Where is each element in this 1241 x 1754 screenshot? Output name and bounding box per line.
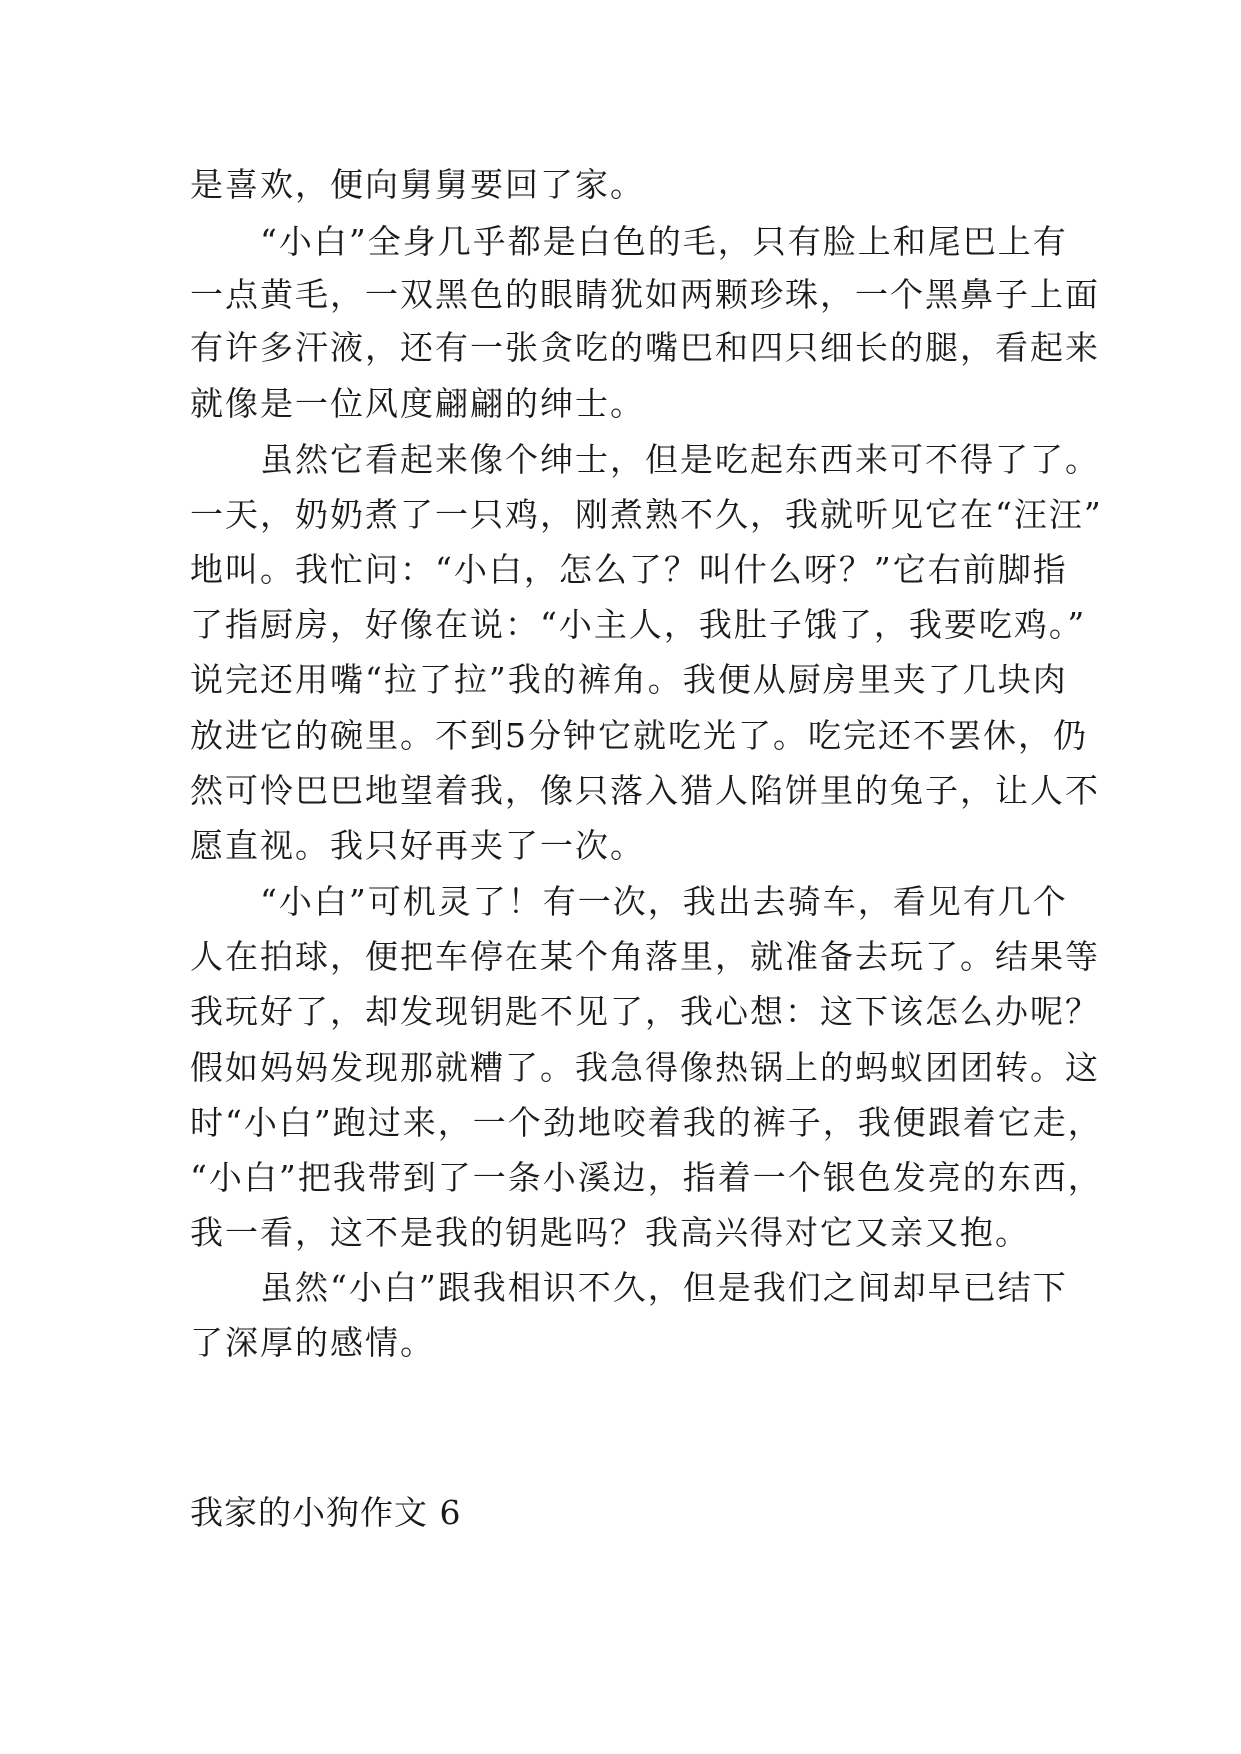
text-line: 虽然“小白”跟我相识不久，但是我们之间却早已结下 bbox=[190, 1268, 1068, 1307]
text-line: 地叫。我忙问：“小白，怎么了？叫什么呀？”它右前脚指 bbox=[190, 550, 1068, 589]
text-line: 虽然它看起来像个绅士，但是吃起东西来可不得了了。 bbox=[190, 440, 1100, 479]
text-line: “小白”可机灵了！有一次，我出去骑车，看见有几个 bbox=[190, 882, 1068, 921]
text-line: 就像是一位风度翩翩的绅士。 bbox=[190, 384, 645, 423]
text-line: 愿直视。我只好再夹了一次。 bbox=[190, 826, 645, 865]
text-line: “小白”把我带到了一条小溪边，指着一个银色发亮的东西， bbox=[190, 1158, 1103, 1197]
text-line: 假如妈妈发现那就糟了。我急得像热锅上的蚂蚁团团转。这 bbox=[190, 1048, 1100, 1087]
text-line: 时“小白”跑过来，一个劲地咬着我的裤子，我便跟着它走， bbox=[190, 1103, 1103, 1142]
text-line: 一点黄毛，一双黑色的眼睛犹如两颗珍珠，一个黑鼻子上面 bbox=[190, 275, 1100, 314]
text-line: 了指厨房，好像在说：“小主人，我肚子饿了，我要吃鸡。” bbox=[190, 605, 1087, 644]
text-line: 是喜欢，便向舅舅要回了家。 bbox=[190, 165, 645, 204]
text-line: 放进它的碗里。不到5分钟它就吃光了。吃完还不罢休，仍 bbox=[190, 716, 1088, 755]
text-line: 我一看，这不是我的钥匙吗？我高兴得对它又亲又抱。 bbox=[190, 1213, 1030, 1252]
text-line: “小白”全身几乎都是白色的毛，只有脸上和尾巴上有 bbox=[190, 222, 1068, 261]
text-line: 然可怜巴巴地望着我，像只落入猎人陷饼里的兔子，让人不 bbox=[190, 771, 1100, 810]
text-line: 有许多汗液，还有一张贪吃的嘴巴和四只细长的腿，看起来 bbox=[190, 328, 1100, 367]
text-line: 一天，奶奶煮了一只鸡，刚煮熟不久，我就听见它在“汪汪” bbox=[190, 495, 1103, 534]
text-line: 人在拍球，便把车停在某个角落里，就准备去玩了。结果等 bbox=[190, 937, 1100, 976]
text-line: 我玩好了，却发现钥匙不见了，我心想：这下该怎么办呢？ bbox=[190, 992, 1100, 1031]
section-heading: 我家的小狗作文 6 bbox=[190, 1493, 462, 1532]
text-line: 说完还用嘴“拉了拉”我的裤角。我便从厨房里夹了几块肉 bbox=[190, 660, 1068, 699]
text-line: 了深厚的感情。 bbox=[190, 1323, 435, 1362]
